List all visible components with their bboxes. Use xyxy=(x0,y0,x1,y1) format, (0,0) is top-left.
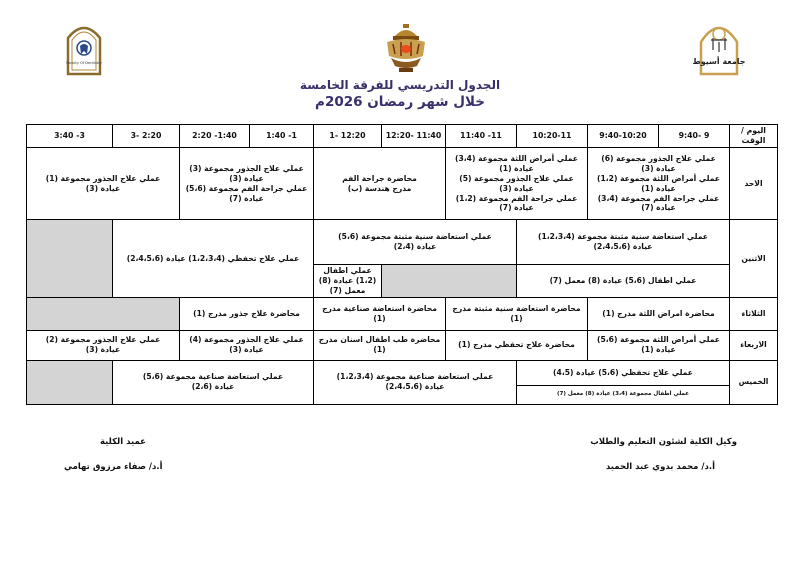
day-monday: الاثنين xyxy=(730,220,778,298)
cell-mon-3: عملي علاج تحفظي (1،2،3،4) عيادة (2،4،5،6) xyxy=(113,220,314,298)
row-tuesday xyxy=(27,297,778,330)
dean-name: أ.د/ صفاء مرزوق تهامي xyxy=(64,462,163,472)
cell-wed-5: عملي علاج الجذور مجموعة (2) عيادة (3) xyxy=(27,330,180,360)
cell-mon-2a: عملي استعاضة سنية مثبتة مجموعة (5،6) عيادة (2،4) xyxy=(314,220,517,265)
cell-tue-3: محاضرة استعاضة صناعية مدرج (1) xyxy=(314,297,446,330)
ramadan-lantern-icon xyxy=(383,22,429,74)
svg-text:جامعة أسيوط: جامعة أسيوط xyxy=(692,57,746,66)
day-tuesday: الثلاثاء xyxy=(730,297,778,330)
cell-mon-1b: عملي اطفال (5،6) عيادة (8) معمل (7) xyxy=(517,265,730,298)
schedule-title: الجدول التدريسي للفرقة الخامسة xyxy=(299,78,501,92)
cell-thu-1a: عملي علاج تحفظي (5،6) عيادة (4،5) xyxy=(517,360,730,385)
row-monday-a xyxy=(27,220,778,265)
cell-wed-2: محاضرة علاج تحفظي مدرج (1) xyxy=(446,330,588,360)
col-header: 1:40- 2:20 xyxy=(180,125,250,148)
cell-sun-2: عملي أمراض اللثة مجموعة (3،4) عيادة (1) عملي علاج الجذور مجموعة (5) عيادة (3) عملي جراحة الفم مجموعة (1،2) عيادة (7) xyxy=(446,148,588,220)
cell-thu-1b: عملي اطفال مجموعة (3،4) عيادة (8) معمل (7) xyxy=(517,385,730,404)
cell-wed-3: محاضرة طب اطفال اسنان مدرج (1) xyxy=(314,330,446,360)
cell-thu-3: عملي استعاضة صناعية مجموعة (5،6) عيادة (2،6) xyxy=(113,360,314,404)
col-header: 3- 3:40 xyxy=(27,125,113,148)
cell-wed-1: عملي أمراض اللثة مجموعة (5،6) عيادة (1) xyxy=(588,330,730,360)
col-header: اليوم / الوقت xyxy=(730,125,778,148)
col-header: 9 -9:40 xyxy=(659,125,730,148)
cell-mon-2b: عملي اطفال (1،2) عيادة (8) معمل (7) xyxy=(314,265,382,298)
row-thursday-a xyxy=(27,360,778,385)
col-header: 10:20-11 xyxy=(517,125,588,148)
svg-text:Faculty Of Dentistry: Faculty Of Dentistry xyxy=(66,61,102,65)
col-header: 11- 11:40 xyxy=(446,125,517,148)
vice-dean-name: أ.د/ محمد بدوي عبد الحميد xyxy=(605,462,715,472)
cell-wed-4: عملي علاج الجذور مجموعة (4) عيادة (3) xyxy=(180,330,314,360)
cell-mon-1a: عملي استعاضة سنية مثبتة مجموعة (1،2،3،4) عيادة (2،4،5،6) xyxy=(517,220,730,265)
col-header: 1- 1:40 xyxy=(250,125,314,148)
cell-sun-1: عملي علاج الجذور مجموعة (6) عيادة (3) عملي أمراض اللثة مجموعة (1،2) عيادة (1) عملي جراحة الفم مجموعة (3،4) عيادة (7) xyxy=(588,148,730,220)
faculty-logo xyxy=(62,16,106,76)
cell-empty xyxy=(27,220,113,298)
col-header: 9:40-10:20 xyxy=(588,125,659,148)
cell-empty xyxy=(27,297,180,330)
schedule-table xyxy=(26,124,778,405)
header-row xyxy=(27,125,778,148)
dean-title: عميد الكلية xyxy=(100,437,146,447)
col-header: 11:40 -12:20 xyxy=(382,125,446,148)
cell-empty xyxy=(27,360,113,404)
schedule-subtitle: خلال شهر رمضان 2026م xyxy=(315,94,485,110)
cell-tue-1: محاضرة امراض اللثة مدرج (1) xyxy=(588,297,730,330)
cell-sun-4: عملي علاج الجذور مجموعة (3) عيادة (3) عملي جراحة الفم مجموعة (5،6) عيادة (7) xyxy=(180,148,314,220)
cell-empty xyxy=(382,265,517,298)
col-header: 2:20 -3 xyxy=(113,125,180,148)
day-sunday: الاحد xyxy=(730,148,778,220)
cell-thu-2: عملي استعاضة صناعية مجموعة (1،2،3،4) عيادة (2،4،5،6) xyxy=(314,360,517,404)
cell-sun-5: عملي علاج الجذور مجموعة (1) عيادة (3) xyxy=(27,148,180,220)
cell-tue-2: محاضرة استعاضة سنية مثبتة مدرج (1) xyxy=(446,297,588,330)
cell-tue-4: محاضرة علاج جذور مدرج (1) xyxy=(180,297,314,330)
day-wednesday: الاربعاء xyxy=(730,330,778,360)
row-sunday xyxy=(27,148,778,220)
university-logo xyxy=(692,16,746,76)
col-header: 12:20 -1 xyxy=(314,125,382,148)
vice-dean-title: وكيل الكلية لشئون التعليم والطلاب xyxy=(590,437,737,447)
row-wednesday xyxy=(27,330,778,360)
day-thursday: الخميس xyxy=(730,360,778,404)
cell-sun-3: محاضرة جراحة الفم مدرج هندسة (ب) xyxy=(314,148,446,220)
